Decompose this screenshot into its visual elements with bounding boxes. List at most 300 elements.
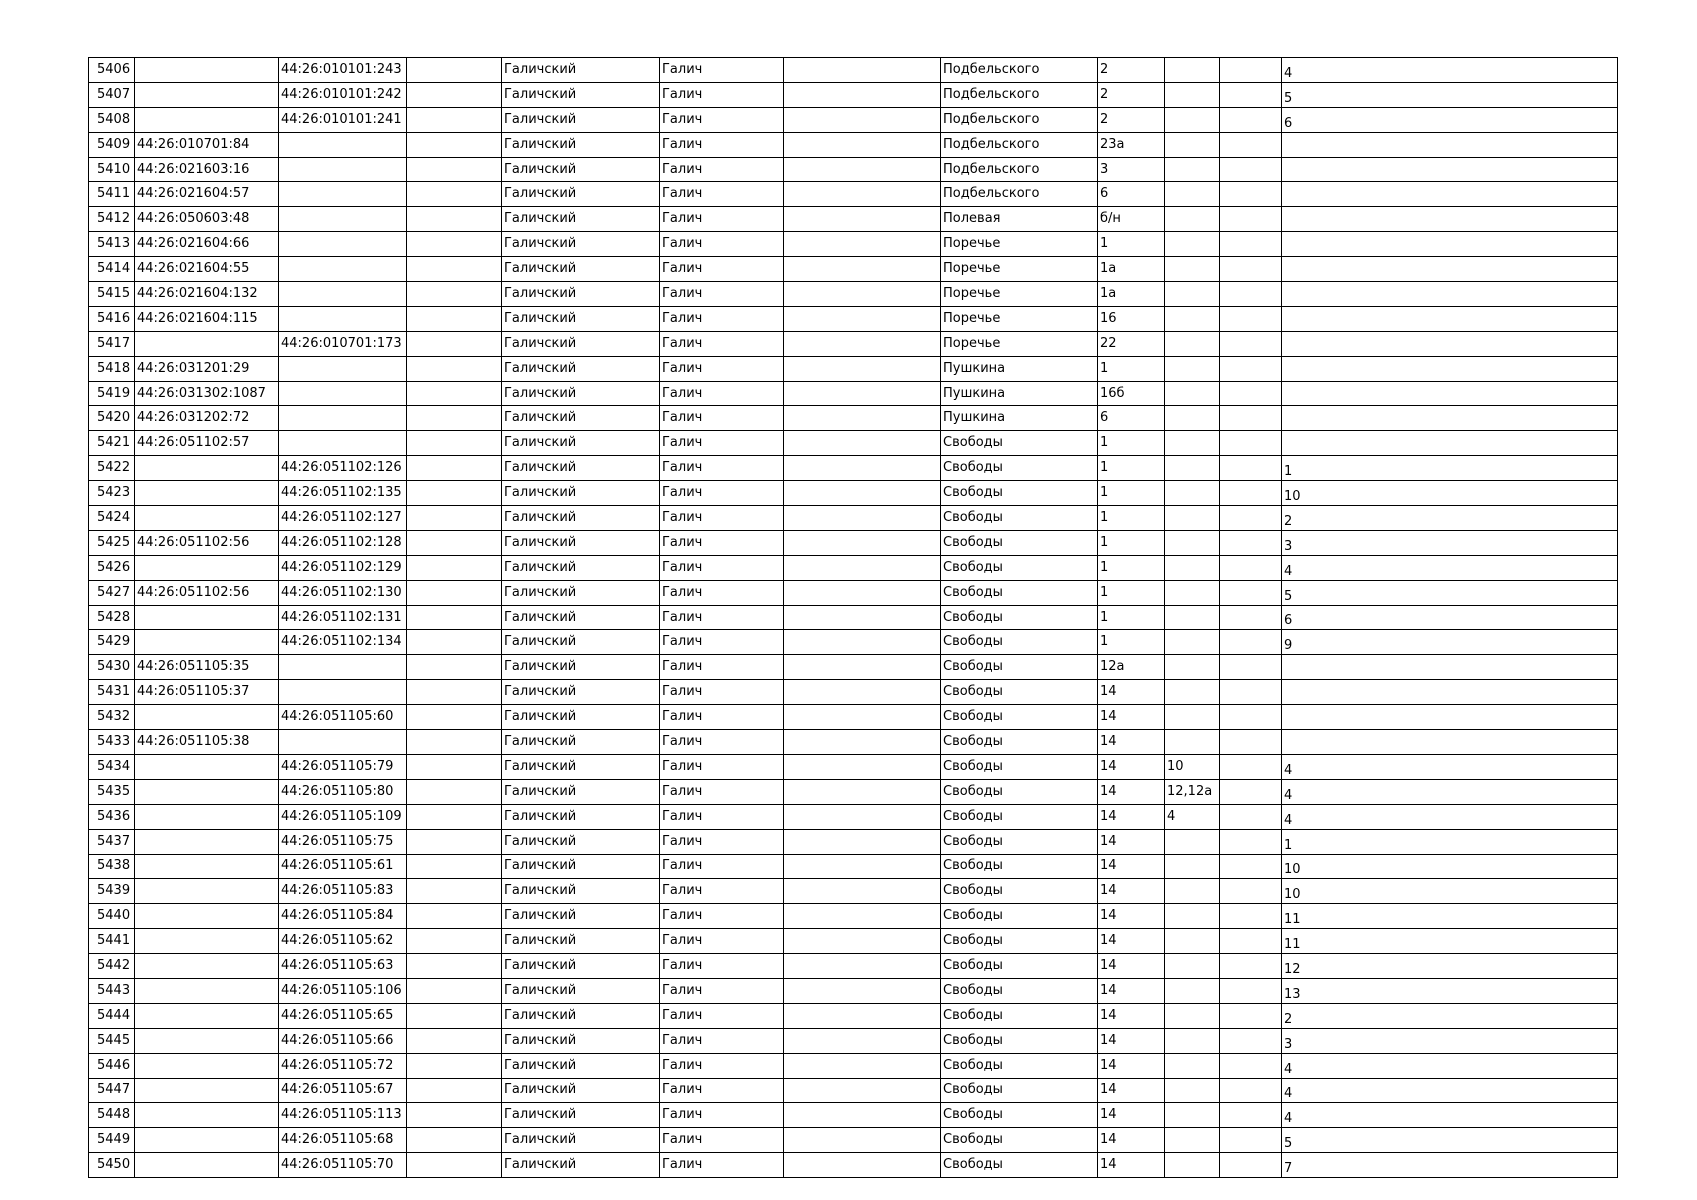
cell-kn-land: 44:26:051102:57 xyxy=(135,431,279,456)
cell-city: Галич xyxy=(660,754,784,779)
cell-unit: 12 xyxy=(1282,954,1618,979)
cell-kn-land: 44:26:021604:66 xyxy=(135,232,279,257)
cell-house: 14 xyxy=(1098,1053,1165,1078)
cell-blank3 xyxy=(1220,356,1282,381)
cell-blank1 xyxy=(407,356,502,381)
cell-blank2 xyxy=(784,655,941,680)
cell-blank3 xyxy=(1220,904,1282,929)
cell-apt xyxy=(1165,431,1220,456)
cell-city: Галич xyxy=(660,804,784,829)
cell-num: 5444 xyxy=(89,1003,135,1028)
cell-blank1 xyxy=(407,306,502,331)
cell-city: Галич xyxy=(660,58,784,83)
cell-kn-land: 44:26:021604:115 xyxy=(135,306,279,331)
cell-kn-land xyxy=(135,1078,279,1103)
cell-kn-land xyxy=(135,331,279,356)
cell-blank2 xyxy=(784,381,941,406)
cell-blank1 xyxy=(407,1053,502,1078)
cell-kn-land xyxy=(135,1103,279,1128)
cell-blank3 xyxy=(1220,431,1282,456)
cell-kn-land xyxy=(135,779,279,804)
cell-city: Галич xyxy=(660,381,784,406)
cell-blank2 xyxy=(784,555,941,580)
cell-unit: 10 xyxy=(1282,854,1618,879)
cell-kn-object xyxy=(279,680,407,705)
cell-blank3 xyxy=(1220,580,1282,605)
cell-street: Свободы xyxy=(941,605,1098,630)
cell-kn-object: 44:26:051102:130 xyxy=(279,580,407,605)
cell-street: Подбельского xyxy=(941,182,1098,207)
cell-blank3 xyxy=(1220,58,1282,83)
cell-kn-land: 44:26:031202:72 xyxy=(135,406,279,431)
cell-blank2 xyxy=(784,506,941,531)
cell-kn-land xyxy=(135,804,279,829)
cell-street: Подбельского xyxy=(941,157,1098,182)
cell-street: Свободы xyxy=(941,730,1098,755)
cell-unit: 1 xyxy=(1282,456,1618,481)
cell-blank1 xyxy=(407,954,502,979)
cell-num: 5437 xyxy=(89,829,135,854)
cell-blank1 xyxy=(407,232,502,257)
cell-kn-object: 44:26:051105:68 xyxy=(279,1128,407,1153)
table-row xyxy=(89,456,1618,481)
cell-blank2 xyxy=(784,705,941,730)
cell-blank3 xyxy=(1220,456,1282,481)
cell-blank3 xyxy=(1220,1053,1282,1078)
cell-unit: 9 xyxy=(1282,630,1618,655)
cell-num: 5413 xyxy=(89,232,135,257)
cell-num: 5447 xyxy=(89,1078,135,1103)
cell-num: 5438 xyxy=(89,854,135,879)
cell-district: Галичский xyxy=(502,1028,660,1053)
cell-apt xyxy=(1165,1128,1220,1153)
cell-blank2 xyxy=(784,207,941,232)
cell-blank2 xyxy=(784,58,941,83)
cell-district: Галичский xyxy=(502,282,660,307)
cell-district: Галичский xyxy=(502,705,660,730)
cell-kn-object: 44:26:051105:60 xyxy=(279,705,407,730)
cell-blank3 xyxy=(1220,779,1282,804)
cell-house: 2 xyxy=(1098,82,1165,107)
cell-street: Свободы xyxy=(941,580,1098,605)
cell-house: 12а xyxy=(1098,655,1165,680)
cell-blank3 xyxy=(1220,605,1282,630)
cell-unit xyxy=(1282,331,1618,356)
cell-district: Галичский xyxy=(502,1103,660,1128)
cell-kn-land xyxy=(135,1028,279,1053)
cell-house: 2 xyxy=(1098,58,1165,83)
cell-kn-land xyxy=(135,954,279,979)
cell-kn-land xyxy=(135,481,279,506)
cell-blank1 xyxy=(407,904,502,929)
cell-kn-object: 44:26:051105:83 xyxy=(279,879,407,904)
table-row xyxy=(89,506,1618,531)
cell-district: Галичский xyxy=(502,630,660,655)
table-row xyxy=(89,1128,1618,1153)
cell-apt: 12,12а xyxy=(1165,779,1220,804)
cell-house: 14 xyxy=(1098,954,1165,979)
table-row xyxy=(89,1103,1618,1128)
cell-kn-object xyxy=(279,730,407,755)
cell-apt xyxy=(1165,132,1220,157)
cell-blank2 xyxy=(784,82,941,107)
cell-district: Галичский xyxy=(502,904,660,929)
cell-blank2 xyxy=(784,630,941,655)
cell-house: 14 xyxy=(1098,978,1165,1003)
cell-apt xyxy=(1165,978,1220,1003)
cell-unit: 4 xyxy=(1282,58,1618,83)
cell-blank2 xyxy=(784,879,941,904)
cell-street: Пушкина xyxy=(941,356,1098,381)
cell-unit xyxy=(1282,157,1618,182)
cell-kn-object: 44:26:051105:61 xyxy=(279,854,407,879)
cell-unit xyxy=(1282,431,1618,456)
cell-street: Подбельского xyxy=(941,107,1098,132)
cell-blank1 xyxy=(407,82,502,107)
cell-num: 5409 xyxy=(89,132,135,157)
cell-unit: 5 xyxy=(1282,1128,1618,1153)
cell-unit: 1 xyxy=(1282,829,1618,854)
cell-blank1 xyxy=(407,779,502,804)
cell-kn-land: 44:26:051102:56 xyxy=(135,580,279,605)
cell-district: Галичский xyxy=(502,157,660,182)
cell-street: Пушкина xyxy=(941,406,1098,431)
table-row xyxy=(89,1078,1618,1103)
cell-num: 5431 xyxy=(89,680,135,705)
cell-street: Свободы xyxy=(941,978,1098,1003)
cell-house: 6 xyxy=(1098,406,1165,431)
cell-city: Галич xyxy=(660,207,784,232)
cell-num: 5432 xyxy=(89,705,135,730)
cell-apt xyxy=(1165,954,1220,979)
cell-kn-object: 44:26:051102:131 xyxy=(279,605,407,630)
cell-city: Галич xyxy=(660,904,784,929)
cell-district: Галичский xyxy=(502,829,660,854)
cell-kn-object: 44:26:051102:126 xyxy=(279,456,407,481)
cell-house: 14 xyxy=(1098,705,1165,730)
cell-unit xyxy=(1282,680,1618,705)
cell-district: Галичский xyxy=(502,1153,660,1178)
cell-blank1 xyxy=(407,207,502,232)
cell-num: 5428 xyxy=(89,605,135,630)
cell-blank3 xyxy=(1220,1128,1282,1153)
table-row xyxy=(89,207,1618,232)
cell-blank2 xyxy=(784,804,941,829)
cell-kn-object xyxy=(279,406,407,431)
cell-city: Галич xyxy=(660,157,784,182)
cell-blank3 xyxy=(1220,954,1282,979)
cell-city: Галич xyxy=(660,530,784,555)
cell-city: Галич xyxy=(660,481,784,506)
cell-street: Свободы xyxy=(941,804,1098,829)
cell-city: Галич xyxy=(660,331,784,356)
cell-unit xyxy=(1282,232,1618,257)
cell-apt xyxy=(1165,331,1220,356)
cell-apt: 4 xyxy=(1165,804,1220,829)
cell-blank2 xyxy=(784,331,941,356)
cell-blank2 xyxy=(784,132,941,157)
cell-num: 5429 xyxy=(89,630,135,655)
cell-house: 14 xyxy=(1098,854,1165,879)
cell-unit xyxy=(1282,705,1618,730)
cell-kn-object: 44:26:010101:241 xyxy=(279,107,407,132)
cell-apt xyxy=(1165,157,1220,182)
cell-house: 14 xyxy=(1098,1128,1165,1153)
cell-street: Свободы xyxy=(941,854,1098,879)
table-row xyxy=(89,481,1618,506)
table-row xyxy=(89,257,1618,282)
cell-district: Галичский xyxy=(502,82,660,107)
cell-blank1 xyxy=(407,929,502,954)
cell-blank3 xyxy=(1220,306,1282,331)
cell-blank1 xyxy=(407,978,502,1003)
table-row xyxy=(89,730,1618,755)
table-row xyxy=(89,854,1618,879)
cell-num: 5412 xyxy=(89,207,135,232)
cell-blank1 xyxy=(407,879,502,904)
cell-apt xyxy=(1165,1078,1220,1103)
cell-street: Свободы xyxy=(941,1128,1098,1153)
cell-blank3 xyxy=(1220,879,1282,904)
cell-house: 14 xyxy=(1098,680,1165,705)
cell-num: 5435 xyxy=(89,779,135,804)
cell-num: 5415 xyxy=(89,282,135,307)
table-row xyxy=(89,58,1618,83)
cell-num: 5417 xyxy=(89,331,135,356)
cell-num: 5414 xyxy=(89,257,135,282)
cell-house: 16 xyxy=(1098,306,1165,331)
cell-city: Галич xyxy=(660,829,784,854)
cell-street: Полевая xyxy=(941,207,1098,232)
cell-kn-land: 44:26:051105:37 xyxy=(135,680,279,705)
cell-house: 1 xyxy=(1098,481,1165,506)
cell-blank2 xyxy=(784,680,941,705)
cell-blank3 xyxy=(1220,107,1282,132)
cell-city: Галич xyxy=(660,854,784,879)
cell-kn-object xyxy=(279,306,407,331)
cell-house: 14 xyxy=(1098,929,1165,954)
cell-apt xyxy=(1165,506,1220,531)
cell-num: 5416 xyxy=(89,306,135,331)
cell-city: Галич xyxy=(660,257,784,282)
cell-unit: 11 xyxy=(1282,929,1618,954)
cell-house: 14 xyxy=(1098,779,1165,804)
cell-num: 5426 xyxy=(89,555,135,580)
cell-unit: 10 xyxy=(1282,481,1618,506)
cell-house: 14 xyxy=(1098,904,1165,929)
cell-district: Галичский xyxy=(502,381,660,406)
cell-house: 14 xyxy=(1098,1003,1165,1028)
table-row xyxy=(89,1028,1618,1053)
cell-district: Галичский xyxy=(502,580,660,605)
cell-city: Галич xyxy=(660,356,784,381)
cell-district: Галичский xyxy=(502,1078,660,1103)
cell-blank1 xyxy=(407,1103,502,1128)
cell-apt xyxy=(1165,82,1220,107)
cell-house: 14 xyxy=(1098,1103,1165,1128)
table-row xyxy=(89,306,1618,331)
cell-blank2 xyxy=(784,182,941,207)
cell-house: 14 xyxy=(1098,1028,1165,1053)
cell-street: Свободы xyxy=(941,481,1098,506)
cell-kn-object: 44:26:051105:65 xyxy=(279,1003,407,1028)
cell-blank2 xyxy=(784,829,941,854)
cell-house: 2 xyxy=(1098,107,1165,132)
cell-kn-object xyxy=(279,157,407,182)
cell-kn-object: 44:26:051105:70 xyxy=(279,1153,407,1178)
cell-kn-object xyxy=(279,132,407,157)
cell-blank3 xyxy=(1220,829,1282,854)
cell-blank3 xyxy=(1220,406,1282,431)
cell-city: Галич xyxy=(660,779,784,804)
cell-city: Галич xyxy=(660,107,784,132)
cell-street: Подбельского xyxy=(941,132,1098,157)
cell-city: Галич xyxy=(660,705,784,730)
cell-unit xyxy=(1282,306,1618,331)
cell-street: Свободы xyxy=(941,1153,1098,1178)
cell-num: 5434 xyxy=(89,754,135,779)
cell-district: Галичский xyxy=(502,1003,660,1028)
cell-num: 5446 xyxy=(89,1053,135,1078)
cell-apt xyxy=(1165,879,1220,904)
cell-kn-object: 44:26:051105:79 xyxy=(279,754,407,779)
cell-kn-object: 44:26:051102:129 xyxy=(279,555,407,580)
cell-blank2 xyxy=(784,431,941,456)
cell-kn-object: 44:26:051105:106 xyxy=(279,978,407,1003)
table-row xyxy=(89,929,1618,954)
table-row xyxy=(89,1053,1618,1078)
cell-blank2 xyxy=(784,854,941,879)
cell-kn-object: 44:26:051105:67 xyxy=(279,1078,407,1103)
cell-kn-object xyxy=(279,207,407,232)
cell-street: Свободы xyxy=(941,929,1098,954)
cell-city: Галич xyxy=(660,655,784,680)
cell-kn-land xyxy=(135,605,279,630)
cell-district: Галичский xyxy=(502,456,660,481)
cell-house: 14 xyxy=(1098,829,1165,854)
cell-blank1 xyxy=(407,107,502,132)
cell-apt xyxy=(1165,257,1220,282)
cell-num: 5422 xyxy=(89,456,135,481)
cell-kn-object: 44:26:051102:127 xyxy=(279,506,407,531)
cell-street: Свободы xyxy=(941,954,1098,979)
cell-blank1 xyxy=(407,555,502,580)
cell-district: Галичский xyxy=(502,854,660,879)
cell-city: Галич xyxy=(660,1053,784,1078)
cell-house: 14 xyxy=(1098,730,1165,755)
cell-blank3 xyxy=(1220,1003,1282,1028)
cell-kn-object xyxy=(279,356,407,381)
cell-blank2 xyxy=(784,232,941,257)
cell-house: 14 xyxy=(1098,804,1165,829)
cell-city: Галич xyxy=(660,306,784,331)
table-row xyxy=(89,804,1618,829)
cell-blank3 xyxy=(1220,1153,1282,1178)
cell-apt xyxy=(1165,282,1220,307)
cell-city: Галич xyxy=(660,978,784,1003)
cell-blank2 xyxy=(784,107,941,132)
register-body xyxy=(89,58,1618,1178)
cell-street: Свободы xyxy=(941,630,1098,655)
cell-blank1 xyxy=(407,182,502,207)
cell-city: Галич xyxy=(660,1078,784,1103)
cell-num: 5430 xyxy=(89,655,135,680)
cell-apt xyxy=(1165,481,1220,506)
cell-district: Галичский xyxy=(502,680,660,705)
cell-city: Галич xyxy=(660,1153,784,1178)
cell-district: Галичский xyxy=(502,182,660,207)
cell-house: 1а xyxy=(1098,282,1165,307)
cell-unit: 4 xyxy=(1282,555,1618,580)
cell-kn-object: 44:26:010101:242 xyxy=(279,82,407,107)
table-row xyxy=(89,282,1618,307)
cell-blank2 xyxy=(784,456,941,481)
cell-blank2 xyxy=(784,1128,941,1153)
cell-kn-object: 44:26:051105:84 xyxy=(279,904,407,929)
table-row xyxy=(89,655,1618,680)
cell-apt xyxy=(1165,1053,1220,1078)
cell-blank1 xyxy=(407,730,502,755)
cell-district: Галичский xyxy=(502,107,660,132)
cell-num: 5439 xyxy=(89,879,135,904)
cell-city: Галич xyxy=(660,730,784,755)
cell-house: 1 xyxy=(1098,605,1165,630)
cell-apt xyxy=(1165,1153,1220,1178)
table-row xyxy=(89,107,1618,132)
cell-kn-land xyxy=(135,879,279,904)
cell-district: Галичский xyxy=(502,331,660,356)
cell-apt xyxy=(1165,555,1220,580)
cell-blank1 xyxy=(407,1128,502,1153)
cell-district: Галичский xyxy=(502,978,660,1003)
cell-district: Галичский xyxy=(502,929,660,954)
table-row xyxy=(89,978,1618,1003)
cell-blank1 xyxy=(407,1003,502,1028)
cell-street: Свободы xyxy=(941,904,1098,929)
cell-unit: 4 xyxy=(1282,1078,1618,1103)
cell-apt xyxy=(1165,58,1220,83)
cell-num: 5420 xyxy=(89,406,135,431)
cell-district: Галичский xyxy=(502,207,660,232)
cell-apt: 10 xyxy=(1165,754,1220,779)
cell-blank2 xyxy=(784,730,941,755)
cell-blank1 xyxy=(407,680,502,705)
cell-district: Галичский xyxy=(502,58,660,83)
cell-street: Свободы xyxy=(941,506,1098,531)
cell-city: Галич xyxy=(660,1103,784,1128)
cell-blank2 xyxy=(784,530,941,555)
cell-blank3 xyxy=(1220,257,1282,282)
cell-district: Галичский xyxy=(502,406,660,431)
cell-street: Пушкина xyxy=(941,381,1098,406)
cell-num: 5418 xyxy=(89,356,135,381)
cell-blank2 xyxy=(784,481,941,506)
cell-blank1 xyxy=(407,630,502,655)
cell-unit xyxy=(1282,132,1618,157)
cell-kn-land xyxy=(135,904,279,929)
cell-street: Свободы xyxy=(941,829,1098,854)
cell-kn-object: 44:26:051105:66 xyxy=(279,1028,407,1053)
cell-city: Галич xyxy=(660,431,784,456)
cell-blank2 xyxy=(784,754,941,779)
cell-street: Свободы xyxy=(941,555,1098,580)
cell-num: 5445 xyxy=(89,1028,135,1053)
cell-num: 5425 xyxy=(89,530,135,555)
cell-apt xyxy=(1165,107,1220,132)
cell-blank3 xyxy=(1220,232,1282,257)
cell-unit: 3 xyxy=(1282,1028,1618,1053)
cell-blank2 xyxy=(784,1078,941,1103)
